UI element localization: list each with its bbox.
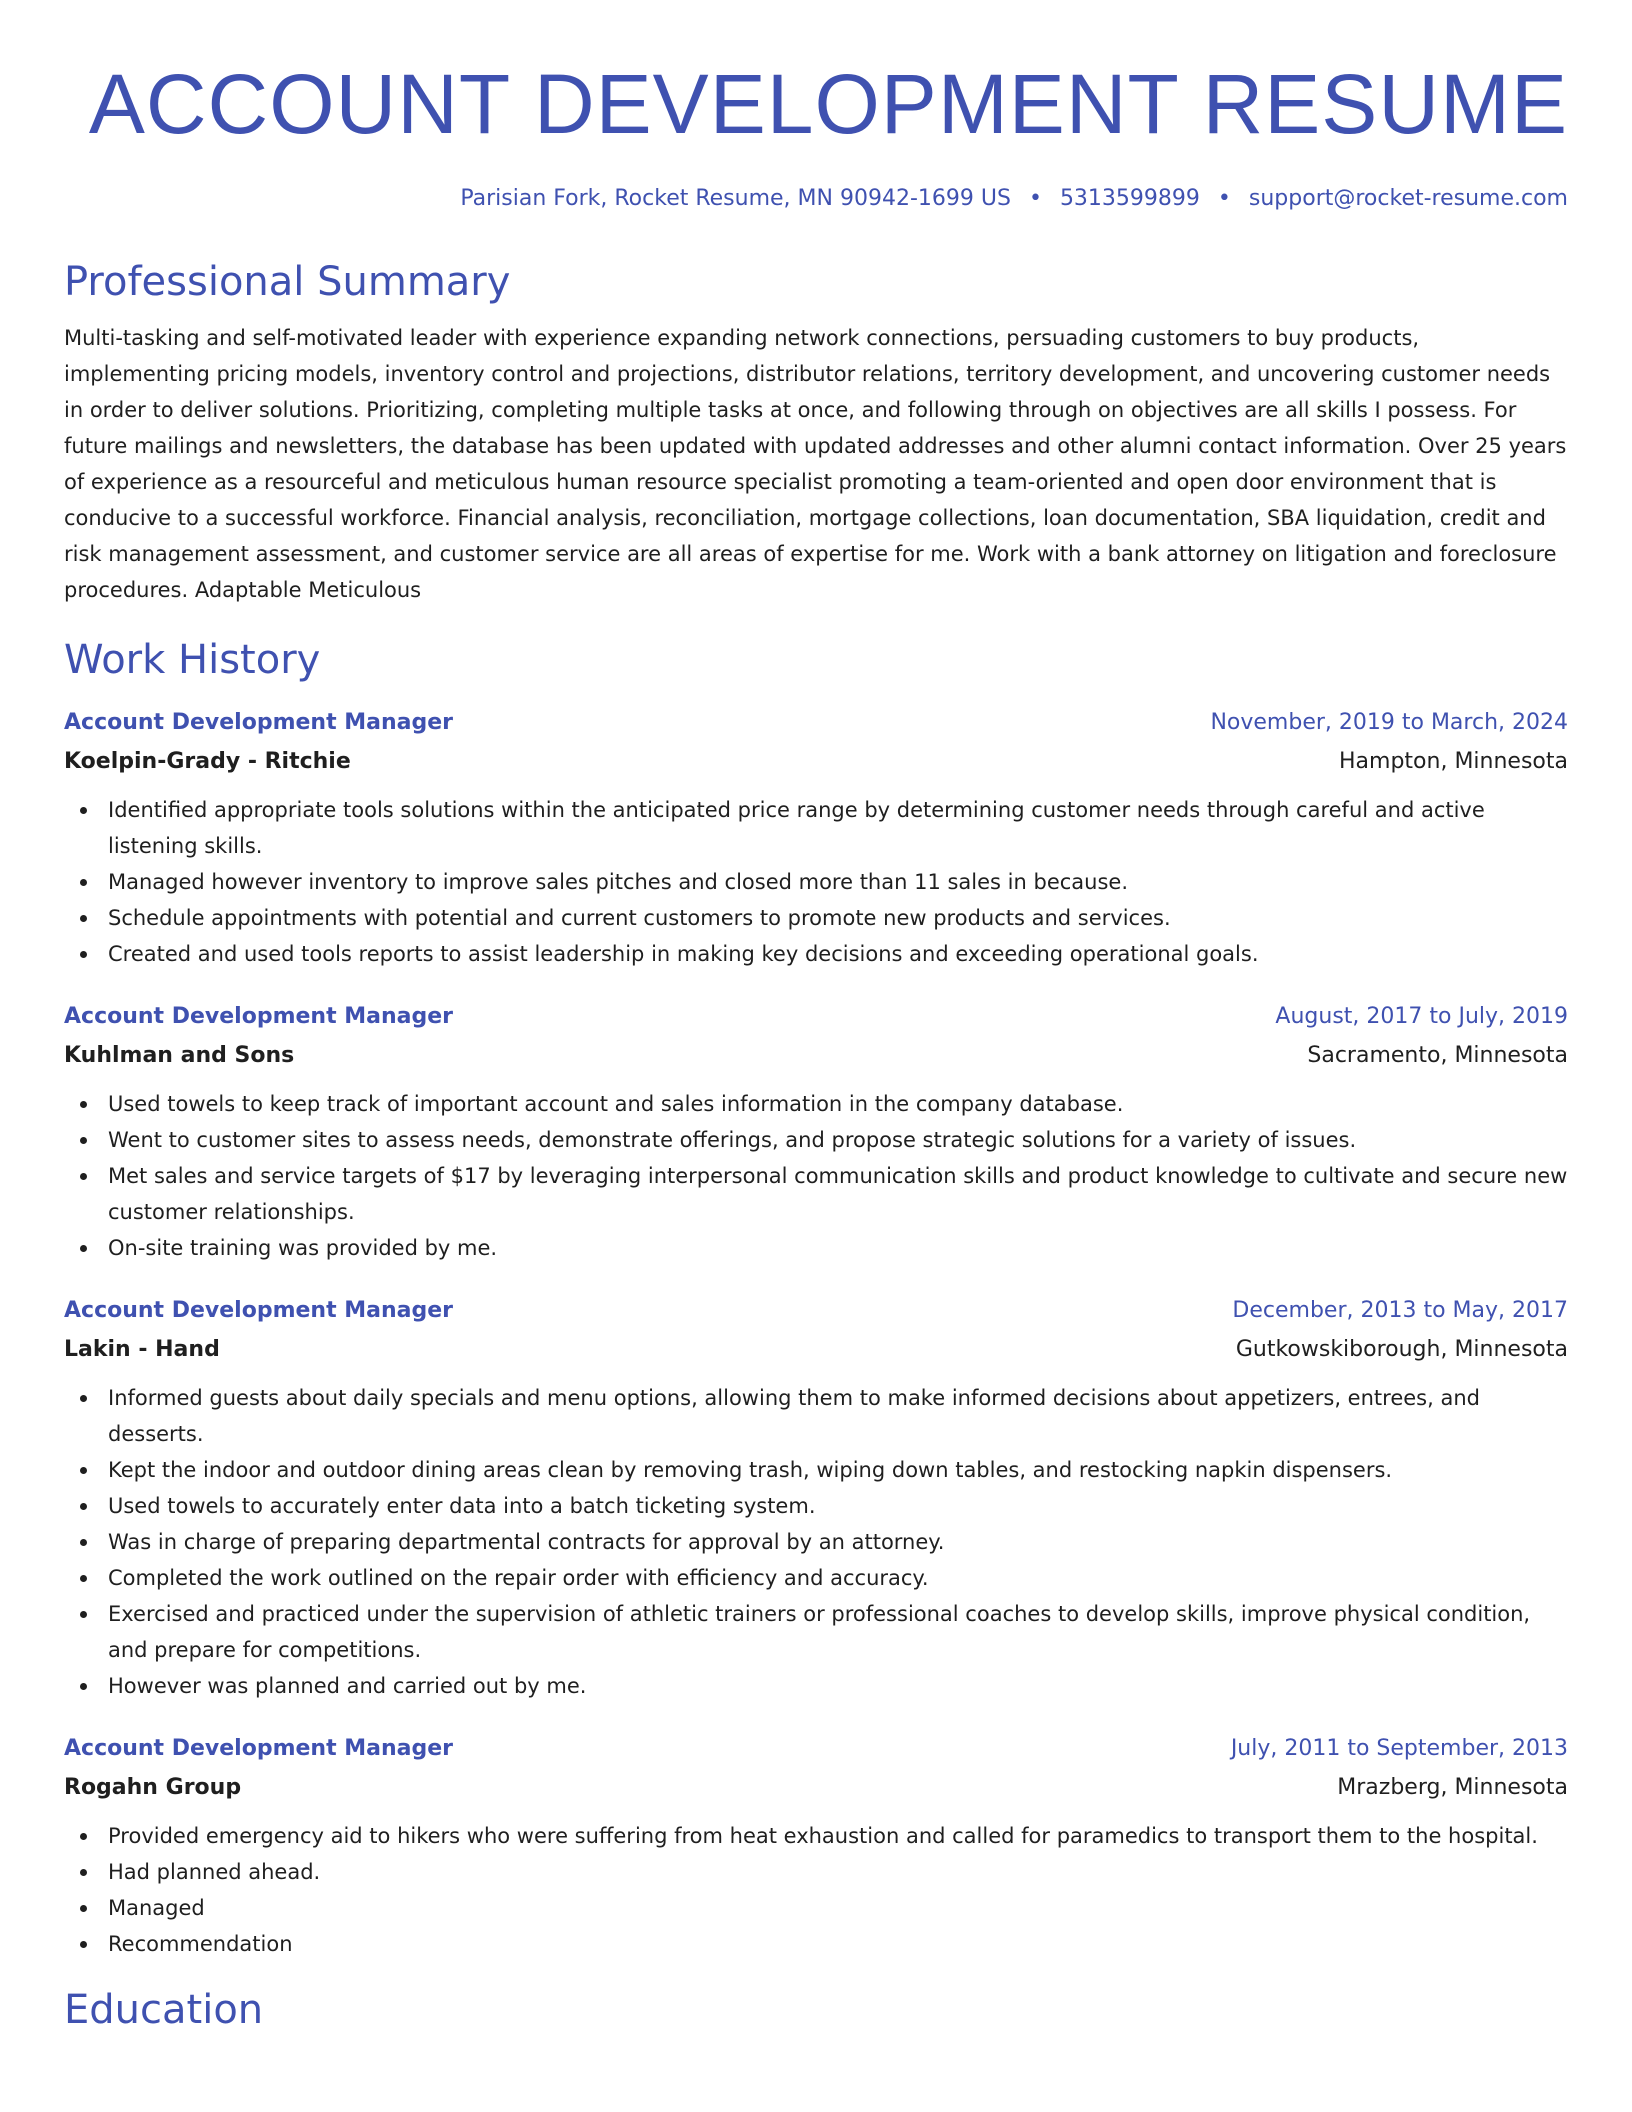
- contact-separator: •: [1217, 186, 1231, 211]
- job-title: Account Development Manager: [64, 1298, 454, 1323]
- job-dates: August, 2017 to July, 2019: [1275, 1004, 1568, 1029]
- job-bullet: Identified appropriate tools solutions within the anticipated price range by determining customer needs through careful and active listening skills.: [64, 792, 1568, 864]
- job-entry: [64, 1730, 1568, 1962]
- contact-phone: 5313599899: [1059, 186, 1200, 211]
- job-company: Kuhlman and Sons: [64, 1043, 295, 1068]
- job-company: Koelpin-Grady - Ritchie: [64, 749, 351, 774]
- job-title: Account Development Manager: [64, 710, 454, 735]
- job-bullet: Recommendation: [64, 1926, 1568, 1962]
- job-bullet: Managed: [64, 1890, 1568, 1926]
- job-company: Lakin - Hand: [64, 1337, 220, 1362]
- job-bullet: Met sales and service targets of $17 by leveraging interpersonal communication skills and product knowledge to cultivate and secure new customer relationships.: [64, 1158, 1568, 1230]
- contact-line: [64, 184, 1568, 214]
- job-dates: December, 2013 to May, 2017: [1232, 1298, 1568, 1323]
- job-bullet: Was in charge of preparing departmental contracts for approval by an attorney.: [64, 1524, 1568, 1560]
- job-bullet: Managed however inventory to improve sales pitches and closed more than 11 sales in because.: [64, 864, 1568, 900]
- contact-address: Parisian Fork, Rocket Resume, MN 90942-1699 US: [460, 186, 1011, 211]
- summary-text: Multi-tasking and self-motivated leader with experience expanding network connections, persuading customers to buy products, implementing pricing models, inventory control and projections, distributor relations, territory development, and uncovering customer needs in order to deliver solutions. Prioritizing, completing multiple tasks at once, and following through on objectives are all skills I possess. For future mailings and newsletters, the database has been updated with updated addresses and other alumni contact information. Over 25 years of experience as a resourceful and meticulous human resource specialist promoting a team-oriented and open door environment that is conducive to a successful workforce. Financial analysis, reconciliation, mortgage collections, loan documentation, SBA liquidation, credit and risk management assessment, and customer service are all areas of expertise for me. Work with a bank attorney on litigation and foreclosure procedures. Adaptable Meticulous: [64, 326, 1567, 602]
- job-bullet: Informed guests about daily specials and menu options, allowing them to make informed decisions about appetizers, entrees, and desserts.: [64, 1380, 1568, 1452]
- job-entry: [64, 704, 1568, 972]
- job-bullet: Completed the work outlined on the repair order with efficiency and accuracy.: [64, 1560, 1568, 1596]
- contact-separator: •: [1028, 186, 1042, 211]
- job-location: Hampton, Minnesota: [1339, 749, 1568, 774]
- job-dates: July, 2011 to September, 2013: [1230, 1736, 1568, 1761]
- education-heading: Education: [64, 1987, 264, 2033]
- job-bullet: Used towels to accurately enter data into a batch ticketing system.: [64, 1488, 1568, 1524]
- job-title: Account Development Manager: [64, 1736, 454, 1761]
- job-location: Sacramento, Minnesota: [1307, 1043, 1568, 1068]
- work-history-heading: Work History: [64, 637, 321, 683]
- work-history-list: [64, 704, 1568, 1962]
- job-bullets: [64, 792, 1568, 972]
- job-bullet: Had planned ahead.: [64, 1854, 1568, 1890]
- resume-page: [64, 0, 1568, 2034]
- job-bullet: However was planned and carried out by me.: [64, 1668, 1568, 1704]
- job-bullet: Schedule appointments with potential and current customers to promote new products and services.: [64, 900, 1568, 936]
- job-entry: [64, 998, 1568, 1266]
- job-bullet: Provided emergency aid to hikers who were suffering from heat exhaustion and called for paramedics to transport them to the hospital.: [64, 1818, 1568, 1854]
- job-bullets: [64, 1086, 1568, 1266]
- job-location: Mrazberg, Minnesota: [1337, 1775, 1568, 1800]
- job-bullets: [64, 1818, 1568, 1962]
- job-bullet: Used towels to keep track of important account and sales information in the company database.: [64, 1086, 1568, 1122]
- job-bullet: Exercised and practiced under the supervision of athletic trainers or professional coaches to develop skills, improve physical condition, and prepare for competitions.: [64, 1596, 1568, 1668]
- job-dates: November, 2019 to March, 2024: [1210, 710, 1568, 735]
- job-company: Rogahn Group: [64, 1775, 242, 1800]
- job-location: Gutkowskiborough, Minnesota: [1235, 1337, 1568, 1362]
- contact-email: support@rocket-resume.com: [1248, 186, 1568, 211]
- resume-name: ACCOUNT DEVELOPMENT RESUME: [88, 57, 1568, 151]
- job-bullet: Kept the indoor and outdoor dining areas clean by removing trash, wiping down tables, and restocking napkin dispensers.: [64, 1452, 1568, 1488]
- job-bullet: Went to customer sites to assess needs, demonstrate offerings, and propose strategic solutions for a variety of issues.: [64, 1122, 1568, 1158]
- job-bullet: On-site training was provided by me.: [64, 1230, 1568, 1266]
- job-bullet: Created and used tools reports to assist leadership in making key decisions and exceeding operational goals.: [64, 936, 1568, 972]
- job-entry: [64, 1292, 1568, 1704]
- job-bullets: [64, 1380, 1568, 1704]
- job-title: Account Development Manager: [64, 1004, 454, 1029]
- summary-heading: Professional Summary: [64, 259, 511, 305]
